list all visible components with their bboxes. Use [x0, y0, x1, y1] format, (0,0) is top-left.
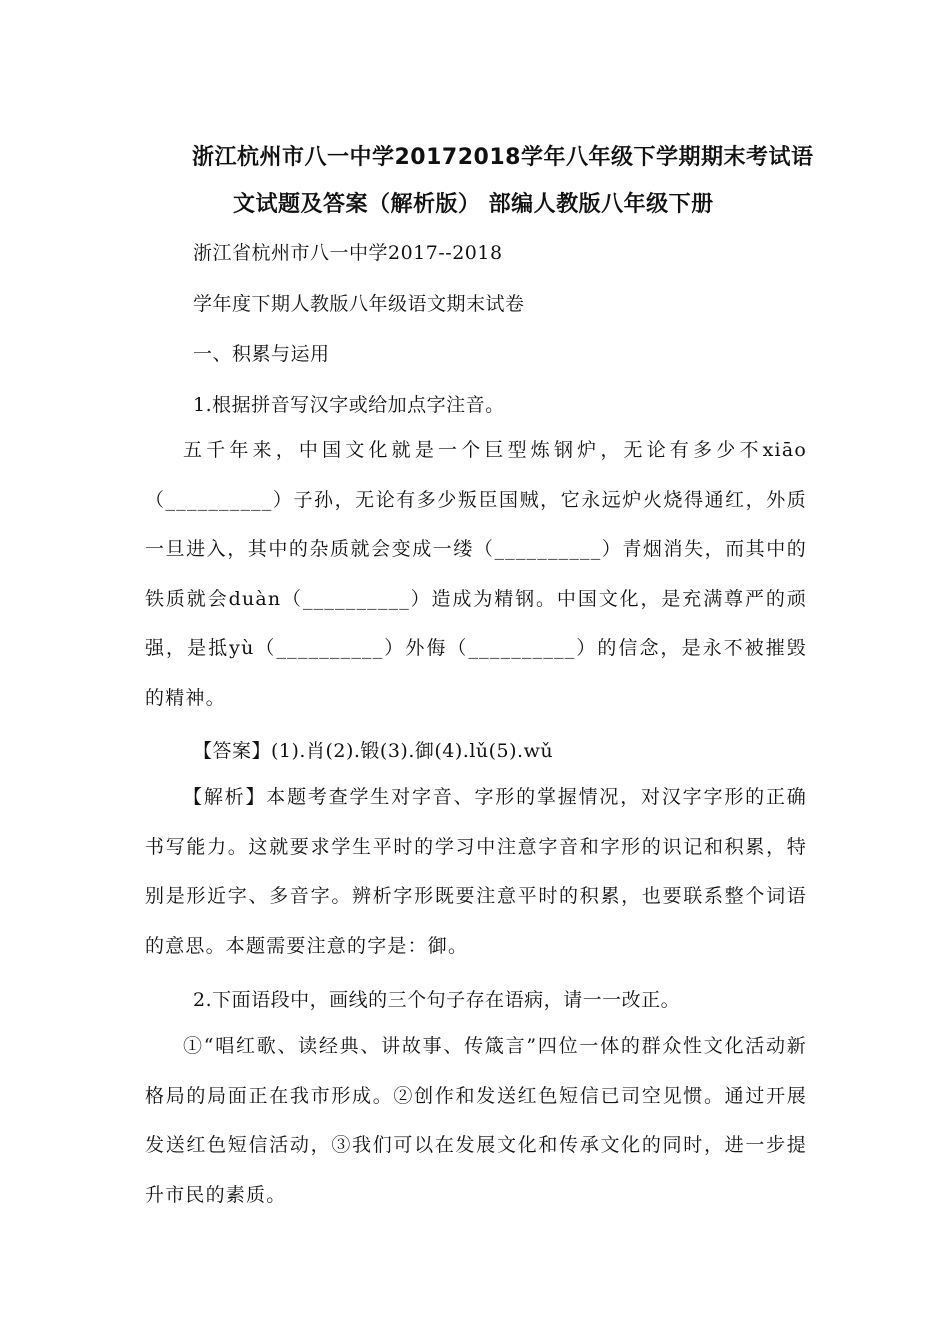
question-1-prompt: 1.根据拼音写汉字或给加点字注音。	[193, 394, 505, 416]
question-1-passage: 五千年来，中国文化就是一个巨型炼钢炉，无论有多少不xiāo（__________）子孙，无论有多少叛臣国贼，它永远炉火烧得通红，外质一旦进入，其中的杂质就会变成一缕（__________）青烟消失，而其中的铁质就会duàn（__________）造成为精钢。中国文化，是充满尊严的顽强，是抵yù（__________）外侮（__________）的信念，是永不被摧毁的精神。	[145, 439, 807, 709]
question-2-passage: ①“唱红歌、读经典、讲故事、传箴言”四位一体的群众性文化活动新格局的局面正在我市形成。②创作和发送红色短信已司空见惯。通过开展发送红色短信活动，③我们可以在发展文化和传承文化的同时，进一步提升市民的素质。	[145, 1035, 807, 1206]
section-heading: 一、积累与运用	[193, 343, 330, 365]
document-title-line-2: 文试题及答案（解析版） 部编人教版八年级下册	[233, 192, 714, 217]
question-1-analysis: 【解析】本题考查学生对字音、字形的掌握情况，对汉字字形的正确书写能力。这就要求学生平时的学习中注意字音和字形的识记和积累，特别是形近字、多音字。辨析字形既要注意平时的积累，也要联系整个词语的意思。本题需要注意的字是：御。	[145, 786, 807, 957]
question-2-prompt: 2.下面语段中，画线的三个句子存在语病，请一一改正。	[193, 989, 681, 1011]
exam-subtitle-line-1: 浙江省杭州市八一中学2017--2018	[193, 242, 503, 264]
document-title-line-1: 浙江杭州市八一中学20172018学年八年级下学期期末考试语	[192, 145, 814, 170]
exam-subtitle-line-2: 学年度下期人教版八年级语文期末试卷	[193, 293, 525, 315]
question-1-answer: 【答案】(1).肖(2).锻(3).御(4).lǔ(5).wǔ	[193, 740, 554, 762]
